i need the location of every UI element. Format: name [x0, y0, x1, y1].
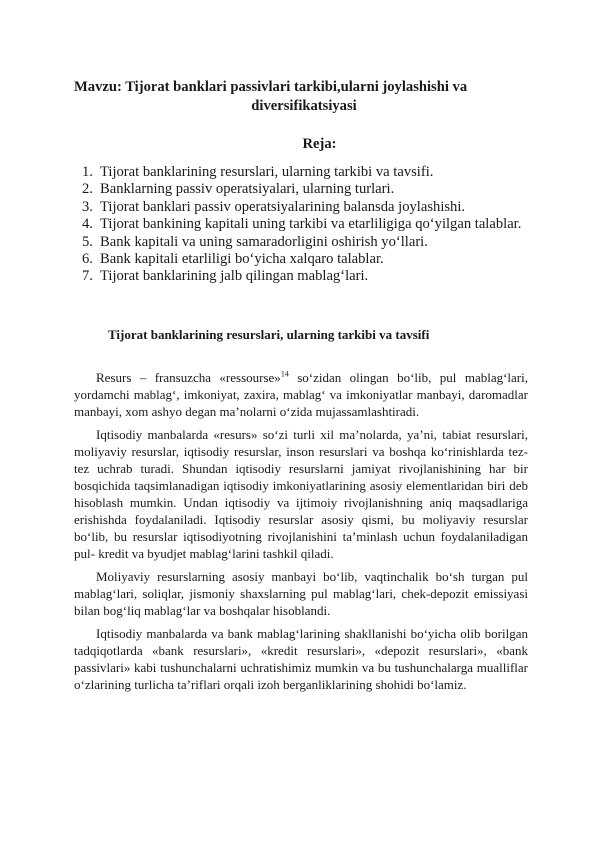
title-line-2: diversifikatsiyasi [251, 98, 357, 114]
plan-item: 3. Tijorat banklari passiv operatsiyalarining balansda joylashishi. [82, 198, 466, 215]
plan-item: 7. Tijorat banklarining jalb qilingan mablag‘lari. [82, 268, 369, 285]
plan-list [74, 164, 550, 286]
title-line-1: Mavzu: Tijorat banklari passivlari tarkibi,ularni joylashishi va [74, 79, 468, 95]
footnote-marker[interactable]: 14 [280, 369, 289, 379]
paragraph-3: Moliyaviy resurslarning asosiy manbayi bo‘lib, vaqtinchalik bo‘sh turgan pul mablag‘lari, soliqlar, jismoniy shaxslarning pul mablag‘lari, chek-depozit emissiyasi bilan bog‘liq mablag‘lar va boshqalar hisoblandi. [74, 569, 528, 618]
body-text [74, 369, 528, 699]
plan-item: 5. Bank kapitali va uning samaradorligini oshirish yo‘llari. [82, 233, 428, 250]
section-heading: Tijorat banklarining resurslari, ularning tarkibi va tavsifi [108, 327, 430, 342]
document-title [74, 78, 514, 116]
paragraph-1: Resurs – fransuzcha «ressourse»$^{14}$ so‘zidan olingan bo‘lib, pul mablag‘lari, yordamchi mablag‘, imkoniyat, zaxira, mablag‘ va imkoniyatlar manbayi, daromadlar manbayi, xom ashyo degan ma’nolarni o‘zida mujassamlashtiradi. [74, 369, 528, 419]
plan-item: 1. Tijorat banklarining resurslari, ularning tarkibi va tavsifi. [82, 164, 434, 180]
plan-heading: Reja: [302, 136, 337, 152]
plan-item: 4. Tijorat bankining kapitali uning tarkibi va etarliligiga qo‘yilgan talablar. [82, 216, 522, 233]
paragraph-2: Iqtisodiy manbalarda «resurs» so‘zi turli xil ma’nolarda, ya’ni, tabiat resurslari, moliyaviy resurslar, iqtisodiy resurslar, inson resurslari va boshqa ko‘rinishlarda tez-tez uchrab turadi. Shundan iqtisodiy resurslarni jamiyat rivojlanishining har bir bosqichida taqsimlanadigan iqtisodiy imkoniyatlarining asosiy elementlaridan biri deb hisoblash mumkin. Undan iqtisodiy va ijtimoiy rivojlanishning aniq maqsadlariga erishishda foydalaniladi. Iqtisodiy resurslar asosiy qismi, bu moliyaviy resurslar bo‘lib, bu resurslar iqtisodiyotning rivojlanishini ta’minlash uchun foydalaniladigan pul- kredit va byudjet mablag‘larini tashkil qiladi. [74, 427, 528, 561]
paragraph-4: Iqtisodiy manbalarda va bank mablag‘larining shakllanishi bo‘yicha olib borilgan tadqiqotlarda «bank resurslari», «kredit resurslari», «depozit resurslari», «bank passivlari» kabi tushunchalarni uchratishimiz mumkin va bu tushunchalarga mualliflar o‘zlarining turlicha ta’riflari orqali izoh berganliklarining shohidi bo‘lamiz. [74, 626, 528, 692]
plan-item: 2. Banklarning passiv operatsiyalari, ularning turlari. [82, 181, 395, 198]
plan-item: 6. Bank kapitali etarliligi bo‘yicha xalqaro talablar. [82, 251, 384, 268]
